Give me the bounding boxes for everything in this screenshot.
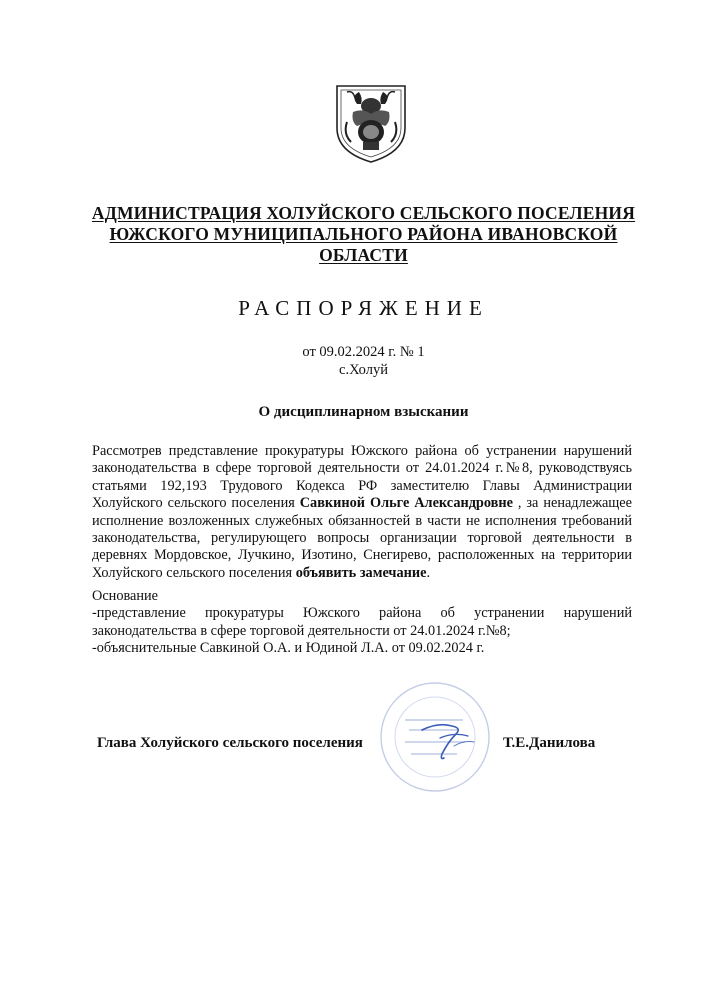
basis-item-1a: -представление прокуратуры Южского района об устранении нарушений xyxy=(92,605,632,622)
document-title: РАСПОРЯЖЕНИЕ xyxy=(238,296,489,320)
signatory-role: Глава Холуйского сельского поселения xyxy=(97,735,363,751)
body-action: объявить замечание xyxy=(295,564,427,581)
document-date-number: от 09.02.2024 г. № 1 xyxy=(302,344,425,360)
basis-heading: Основание xyxy=(92,588,159,604)
header-line-3: ОБЛАСТИ xyxy=(319,245,408,265)
header-line-1: АДМИНИСТРАЦИЯ ХОЛУЙСКОГО СЕЛЬСКОГО ПОСЕЛЕНИЯ xyxy=(91,203,636,223)
document-place: с.Холуй xyxy=(339,362,388,378)
document-body xyxy=(92,443,632,582)
organization-header xyxy=(60,203,667,266)
document-subject: О дисциплинарном взыскании xyxy=(258,404,469,420)
signatory-name: Т.Е.Данилова xyxy=(503,735,596,751)
body-part-1: Рассмотрев представление прокуратуры Южского района об устранении нарушений законодательства в сфере торговой деятельности от 24.01.2024 г.№8, руководствуясь статьями 192,193 Трудового Кодекса РФ заместителю Главы Администрации Холуйского сельского поселения xyxy=(92,443,632,512)
coat-of-arms-icon xyxy=(333,82,409,166)
body-part-2: , за ненадлежащее исполнение возложенных служебных обязанностей в части не исполнения требований законодательства, регулирующего вопросы организации торговой деятельности в деревнях Мордовское, Лучкино, Изотино, Снегирево, расположенных на территории Холуйского сельского поселения xyxy=(92,495,632,581)
basis-item-2: -объяснительные Савкиной О.А. и Юдиной Л.А. от 09.02.2024 г. xyxy=(92,640,485,657)
body-person-name: Савкиной Ольге Александровне xyxy=(299,495,513,512)
header-line-2: ЮЖСКОГО МУНИЦИПАЛЬНОГО РАЙОНА ИВАНОВСКОЙ xyxy=(109,224,618,244)
basis-item-1b: законодательства в сфере торговой деятельности от 24.01.2024 г.№8; xyxy=(92,622,511,639)
handwritten-signature xyxy=(418,716,480,766)
body-part-3: . xyxy=(426,564,431,581)
basis-section xyxy=(92,588,632,658)
